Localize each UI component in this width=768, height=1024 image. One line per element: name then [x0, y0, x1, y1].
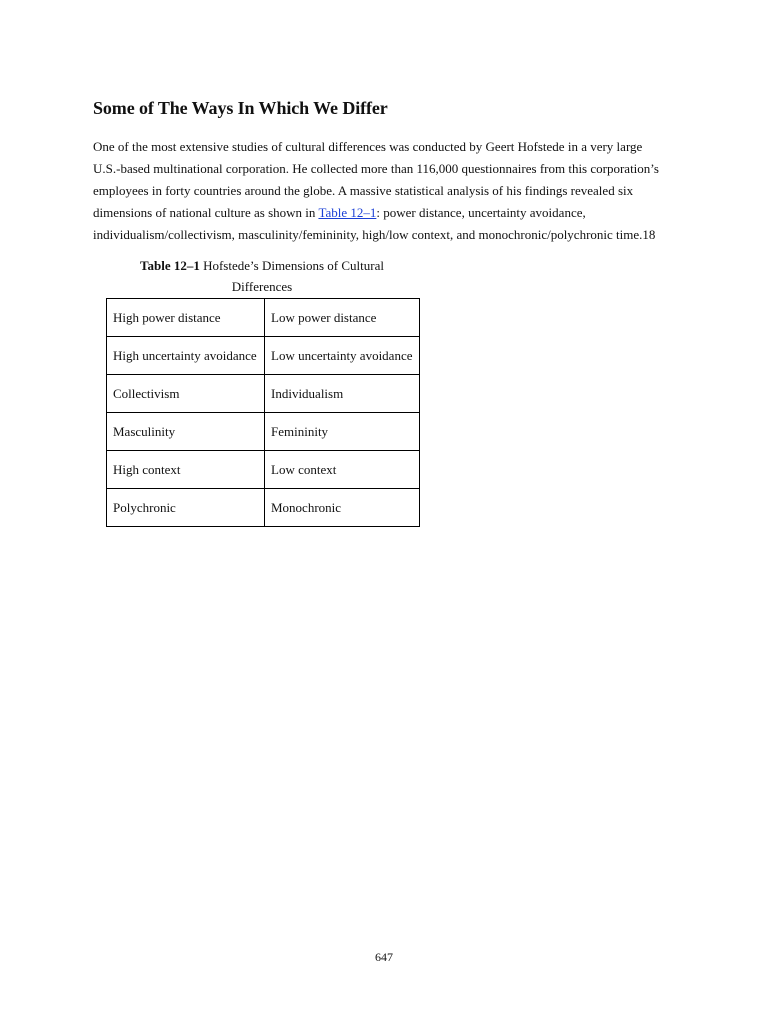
page-number: 647 — [375, 950, 393, 964]
table-row — [107, 489, 420, 527]
table-cell-high: High context — [107, 451, 265, 489]
table-caption — [106, 255, 418, 297]
paragraph-line-4-end: : power distance, uncertainty avoidance, — [376, 205, 586, 220]
table-cell-low: Low uncertainty avoidance — [265, 337, 420, 375]
body-paragraph — [93, 136, 693, 246]
caption-label: Table 12–1 — [140, 258, 200, 273]
table-row — [107, 451, 420, 489]
table-row — [107, 337, 420, 375]
section-heading: Some of The Ways In Which We Differ — [93, 98, 388, 118]
caption-line-1 — [106, 255, 418, 276]
table-cell-low: Individualism — [265, 375, 420, 413]
table-row — [107, 413, 420, 451]
table-cell-low: Monochronic — [265, 489, 420, 527]
table-row — [107, 375, 420, 413]
table-cell-low: Low context — [265, 451, 420, 489]
table-cell-low: Femininity — [265, 413, 420, 451]
paragraph-line-3: employees in forty countries around the globe. A massive statistical analysis of his findings revealed six — [93, 183, 634, 198]
dimensions-table — [106, 298, 420, 527]
paragraph-line-4 — [93, 202, 693, 224]
paragraph-line-5: individualism/collectivism, masculinity/femininity, high/low context, and monochronic/polychronic time.18 — [93, 227, 656, 242]
table-cell-low: Low power distance — [265, 299, 420, 337]
table-reference-link[interactable]: Table 12–1 — [318, 205, 377, 220]
table-cell-high: High power distance — [107, 299, 265, 337]
table-cell-high: Collectivism — [107, 375, 265, 413]
dimensions-table-body — [107, 299, 420, 527]
caption-title: Hofstede’s Dimensions of Cultural — [203, 258, 384, 273]
table-cell-high: Masculinity — [107, 413, 265, 451]
table-row — [107, 299, 420, 337]
caption-line-2: Differences — [231, 279, 293, 294]
paragraph-line-2: U.S.-based multinational corporation. He collected more than 116,000 questionnaires from this corporation’s — [93, 161, 659, 176]
table-cell-high: High uncertainty avoidance — [107, 337, 265, 375]
paragraph-line-4-start: dimensions of national culture as shown in — [93, 205, 319, 220]
table-cell-high: Polychronic — [107, 489, 265, 527]
paragraph-line-1: One of the most extensive studies of cultural differences was conducted by Geert Hofstede in a very large — [93, 139, 643, 154]
